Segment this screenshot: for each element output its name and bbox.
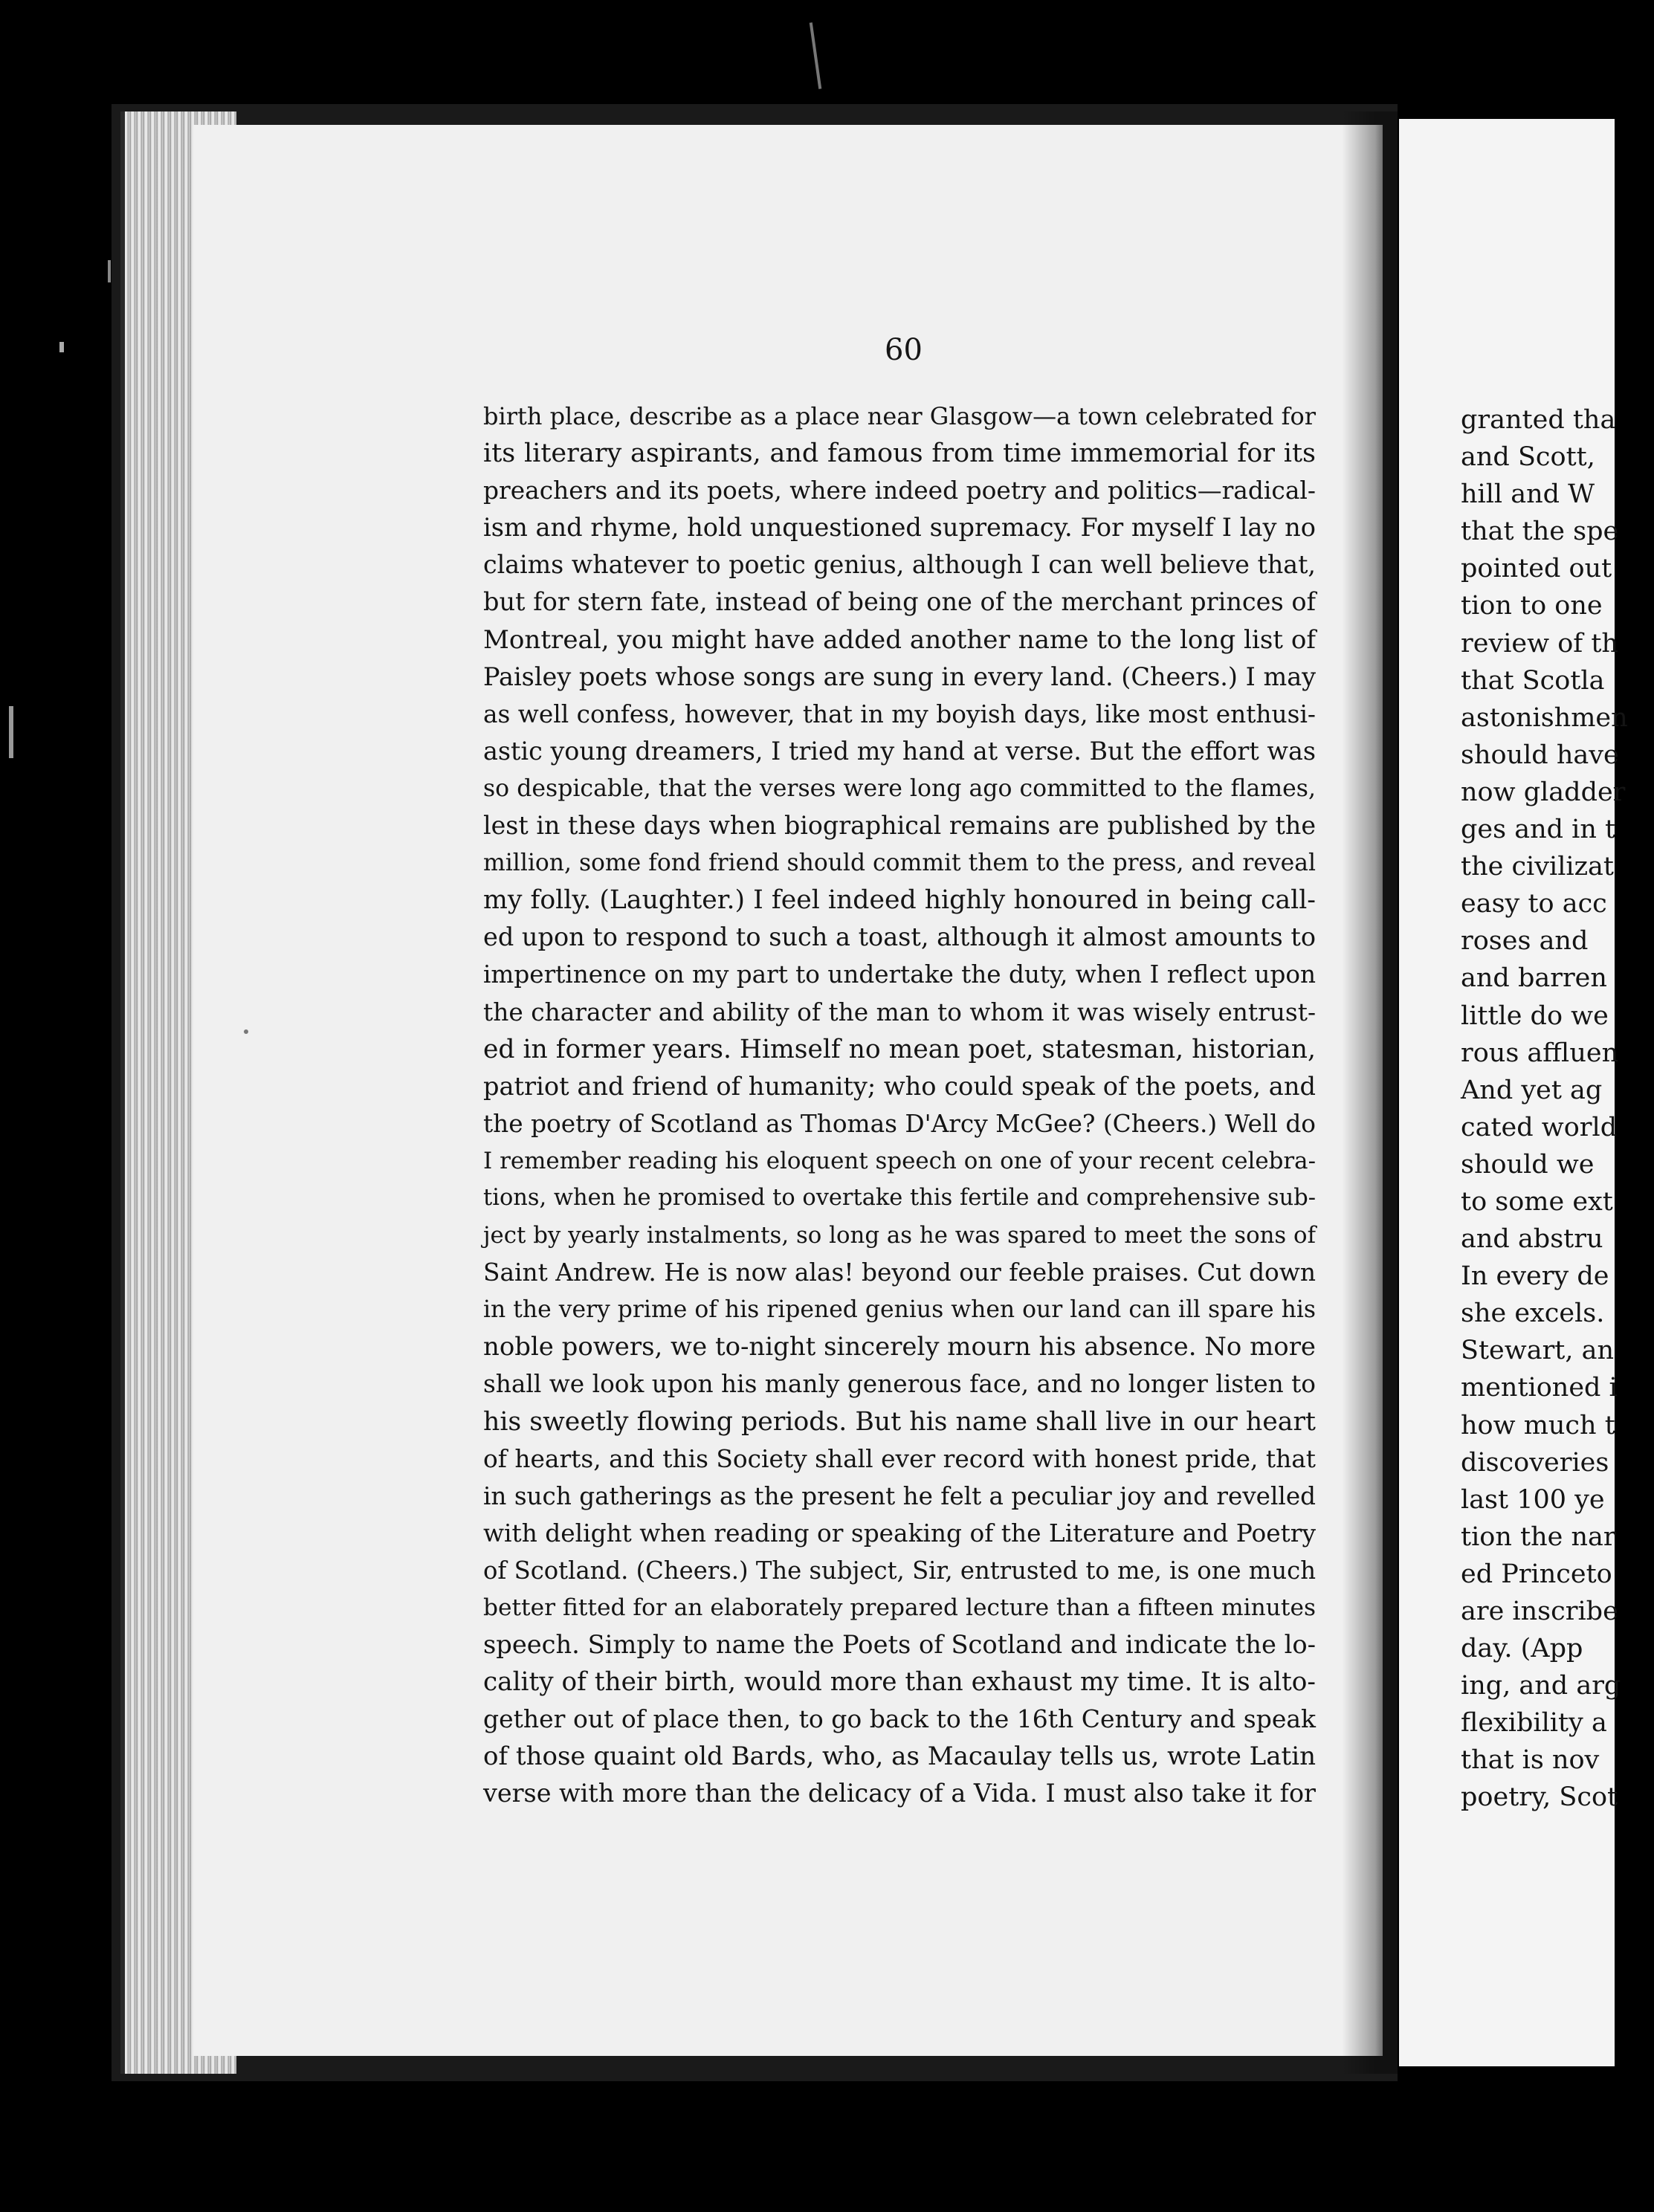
text-line: pointed out	[1461, 554, 1612, 584]
text-line: but for stern fate, instead of being one of the merchant princes of	[483, 587, 1316, 617]
text-line: Montreal, you might have added another name to the long list of	[483, 624, 1316, 655]
text-line: of those quaint old Bards, who, as Macaulay tells us, wrote Latin	[483, 1742, 1316, 1772]
text-line: cated world	[1461, 1112, 1618, 1142]
text-line: Paisley poets whose songs are sung in every land. (Cheers.) I may	[483, 662, 1317, 691]
text-line: ed Princeto	[1461, 1559, 1612, 1589]
text-line: speech. Simply to name the Poets of Scotland and indicate the lo-	[483, 1630, 1316, 1660]
text-line: easy to acc	[1461, 889, 1607, 919]
left-page-text	[483, 398, 1316, 1813]
text-line: ing, and arg	[1461, 1671, 1621, 1701]
text-line: hill and W	[1461, 479, 1595, 510]
text-line: with delight when reading or speaking of the Literature and Poetry	[483, 1519, 1316, 1548]
text-line: that is nov	[1461, 1745, 1600, 1776]
stray-mark	[59, 342, 64, 352]
text-line: impertinence on my part to undertake the duty, when I reflect upon	[483, 960, 1316, 989]
stray-mark	[9, 706, 13, 758]
text-line: now gladder	[1461, 777, 1626, 807]
text-line: my folly. (Laughter.) I feel indeed highly honoured in being call-	[483, 885, 1316, 916]
text-line: And yet ag	[1461, 1075, 1603, 1105]
text-line: day. (App	[1461, 1634, 1583, 1664]
text-line: cality of their birth, would more than exhaust my time. It is alto-	[483, 1667, 1316, 1698]
right-page-text	[1461, 401, 1654, 1817]
text-line: last 100 ye	[1461, 1484, 1605, 1515]
text-line: lest in these days when biographical remains are published by the	[483, 811, 1316, 841]
text-line: tion the nar	[1461, 1521, 1616, 1552]
text-line: gether out of place then, to go back to the 16th Century and speak	[483, 1704, 1316, 1734]
stray-mark	[810, 22, 821, 89]
text-line: verse with more than the delicacy of a Vida. I must also take it for	[483, 1779, 1316, 1808]
text-line: In every de	[1461, 1261, 1609, 1292]
text-line: and abstru	[1461, 1224, 1603, 1255]
text-line: patriot and friend of humanity; who could speak of the poets, and	[483, 1071, 1316, 1101]
text-line: of Scotland. (Cheers.) The subject, Sir, entrusted to me, is one much	[483, 1556, 1316, 1585]
text-line: poetry, Scot	[1461, 1782, 1618, 1813]
stray-mark	[108, 260, 111, 282]
text-line: ed upon to respond to such a toast, although it almost amounts to	[483, 922, 1317, 952]
text-line: are inscribe	[1461, 1597, 1618, 1626]
stray-mark	[244, 1029, 248, 1034]
text-line: that the spe	[1461, 517, 1619, 547]
text-line: review of th	[1461, 628, 1618, 659]
text-line: tion to one	[1461, 591, 1603, 621]
text-line: rous affluen	[1461, 1038, 1619, 1068]
text-line: should we	[1461, 1149, 1595, 1180]
text-line: tions, when he promised to overtake this fertile and comprehensive sub-	[483, 1184, 1316, 1211]
text-line: the poetry of Scotland as Thomas D'Arcy McGee? (Cheers.) Well do	[483, 1109, 1316, 1138]
text-line: million, some fond friend should commit them to the press, and reveal	[483, 850, 1316, 877]
text-line: the civilizat	[1461, 852, 1614, 882]
text-line: the character and ability of the man to whom it was wisely entrust-	[483, 997, 1317, 1026]
text-line: and barren	[1461, 963, 1607, 994]
text-line: ism and rhyme, hold unquestioned supremacy. For myself I lay no	[483, 513, 1316, 543]
text-line: I remember reading his eloquent speech on one of your recent celebra-	[483, 1147, 1316, 1174]
text-line: mentioned i	[1461, 1373, 1618, 1403]
text-line: better fitted for an elaborately prepared lecture than a fifteen minutes	[483, 1594, 1316, 1621]
gutter-shadow	[1342, 111, 1398, 2074]
text-line: little do we	[1461, 1000, 1609, 1031]
text-line: how much t	[1461, 1410, 1615, 1440]
text-line: that Scotla	[1461, 665, 1605, 696]
text-line: birth place, describe as a place near Glasgow—a town celebrated for	[483, 402, 1317, 430]
page-number: 60	[885, 333, 923, 367]
text-line: to some ext	[1461, 1186, 1613, 1217]
text-line: preachers and its poets, where indeed poetry and politics—radical-	[483, 476, 1316, 505]
text-line: in such gatherings as the present he felt a peculiar joy and revelled	[483, 1481, 1316, 1510]
text-line: claims whatever to poetic genius, although I can well believe that,	[483, 550, 1316, 580]
text-line: ges and in t	[1461, 815, 1616, 845]
text-line: she excels.	[1461, 1299, 1605, 1329]
text-line: of hearts, and this Society shall ever record with honest pride, that	[483, 1444, 1316, 1473]
text-line: as well confess, however, that in my boyish days, like most enthusi-	[483, 699, 1316, 728]
text-line: in the very prime of his ripened genius when our land can ill spare his	[483, 1296, 1316, 1324]
text-line: ed in former years. Himself no mean poet, statesman, historian,	[483, 1034, 1316, 1064]
text-line: so despicable, that the verses were long ago committed to the flames,	[483, 774, 1316, 802]
text-line: astonishmen	[1461, 702, 1628, 733]
text-line: shall we look upon his manly generous face, and no longer listen to	[483, 1370, 1316, 1399]
text-line: Stewart, an	[1461, 1336, 1615, 1366]
text-line: and Scott,	[1461, 442, 1595, 473]
text-line: noble powers, we to-night sincerely mourn his absence. No more	[483, 1332, 1316, 1362]
text-line: astic young dreamers, I tried my hand at verse. But the effort was	[483, 736, 1316, 766]
text-line: its literary aspirants, and famous from time immemorial for its	[483, 439, 1316, 469]
text-line: his sweetly flowing periods. But his name shall live in our heart	[483, 1406, 1316, 1437]
text-line: flexibility a	[1461, 1708, 1607, 1739]
text-line: Saint Andrew. He is now alas! beyond our feeble praises. Cut down	[483, 1258, 1316, 1287]
text-line: roses and	[1461, 926, 1589, 957]
text-line: discoveries	[1461, 1447, 1609, 1478]
text-line: should have	[1461, 740, 1619, 770]
text-line: ject by yearly instalments, so long as he was spared to meet the sons of	[483, 1222, 1316, 1249]
text-line: granted tha	[1461, 405, 1616, 435]
